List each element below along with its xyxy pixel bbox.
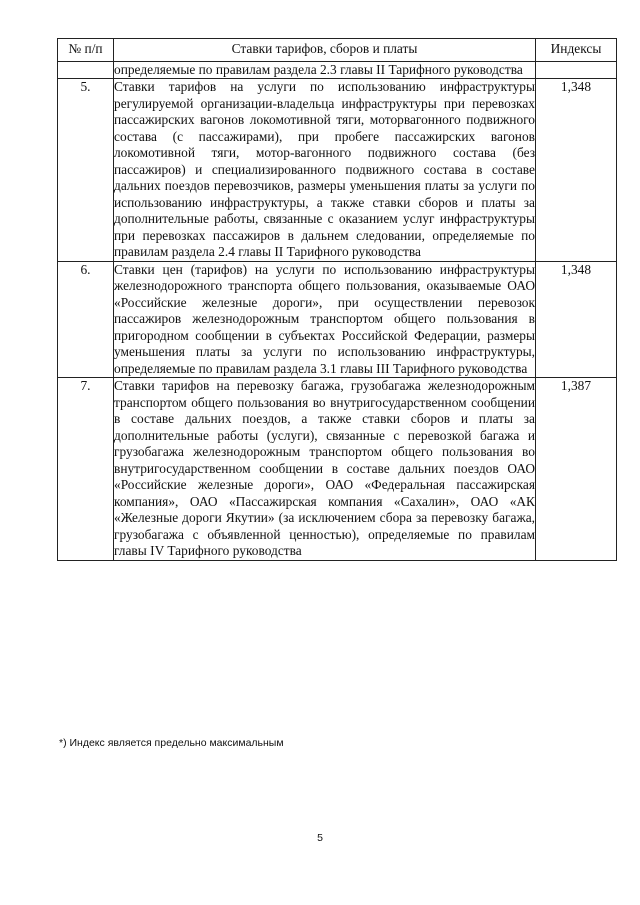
table-header-row [58, 39, 617, 62]
row-description [114, 378, 536, 561]
footnote: *) Индекс является предельно максимальным [59, 737, 284, 749]
tariff-index-table [57, 38, 617, 561]
table-row [58, 378, 617, 561]
header-number: № п/п [58, 39, 114, 62]
header-description: Ставки тарифов, сборов и платы [114, 39, 536, 62]
row-number: 5. [58, 79, 114, 262]
row-description [114, 261, 536, 378]
page-number: 5 [317, 832, 323, 844]
table-row [58, 61, 617, 79]
table-row [58, 79, 617, 262]
row-number: 6. [58, 261, 114, 378]
row-index: 1,387 [536, 378, 617, 561]
row-description-text: определяемые по правилам раздела 2.3 главы II Тарифного руководства [114, 61, 523, 77]
table-row [58, 261, 617, 378]
row-description-text: Ставки тарифов на услуги по использованию инфраструктуры регулируемой организации-владельца инфраструктуры при перевозках пассажирских вагонов локомотивной тяги, моторвагонного подвижного состава (с пассажирами), при пробеге пассажирских вагонов локомотивной тяги, мотор-вагонного подвижного состава (без пассажиров) и специализированного подвижного состава в составе дальних поездов перевозчиков, размеры уменьшения платы за услуги по использованию инфраструктуры, а также ставки сборов и платы за дополнительные работы, связанные с оказанием услуг инфраструктуры при перевозках пассажиров в дальнем следовании, определяемые по правилам раздела 2.4 главы II Тарифного руководства [114, 79, 535, 259]
row-description [114, 79, 536, 262]
row-description [114, 61, 536, 79]
row-number [58, 61, 114, 79]
row-index: 1,348 [536, 79, 617, 262]
row-index: 1,348 [536, 261, 617, 378]
row-description-text: Ставки тарифов на перевозку багажа, грузобагажа железнодорожным транспортом общего пользования во внутригосударственном сообщении в составе дальних поездов, а также ставки сборов и платы за дополнительные работы (услуги), связанные с перевозкой багажа и грузобагажа железнодорожным транспортом общего пользования во внутригосударственном сообщении в составе дальних поездов ОАО «Российские железные дороги», ОАО «Федеральная пассажирская компания», ОАО «Пассажирская компания «Сахалин», ОАО «АК «Железные дороги Якутии» (за исключением сбора за перевозку багажа, грузобагажа с объявленной ценностью), определяемые по правилам главы IV Тарифного руководства [114, 378, 535, 558]
row-description-text: Ставки цен (тарифов) на услуги по использованию инфраструктуры железнодорожного транспорта общего пользования, оказываемые ОАО «Российские железные дороги», при осуществлении перевозок пассажиров железнодорожным транспортом общего пользования в пригородном сообщении в субъектах Российской Федерации, размеры уменьшения платы за услуги по использованию инфраструктуры, определяемые по правилам раздела 3.1 главы III Тарифного руководства [114, 261, 535, 376]
row-index [536, 61, 617, 79]
header-index: Индексы [536, 39, 617, 62]
row-number: 7. [58, 378, 114, 561]
